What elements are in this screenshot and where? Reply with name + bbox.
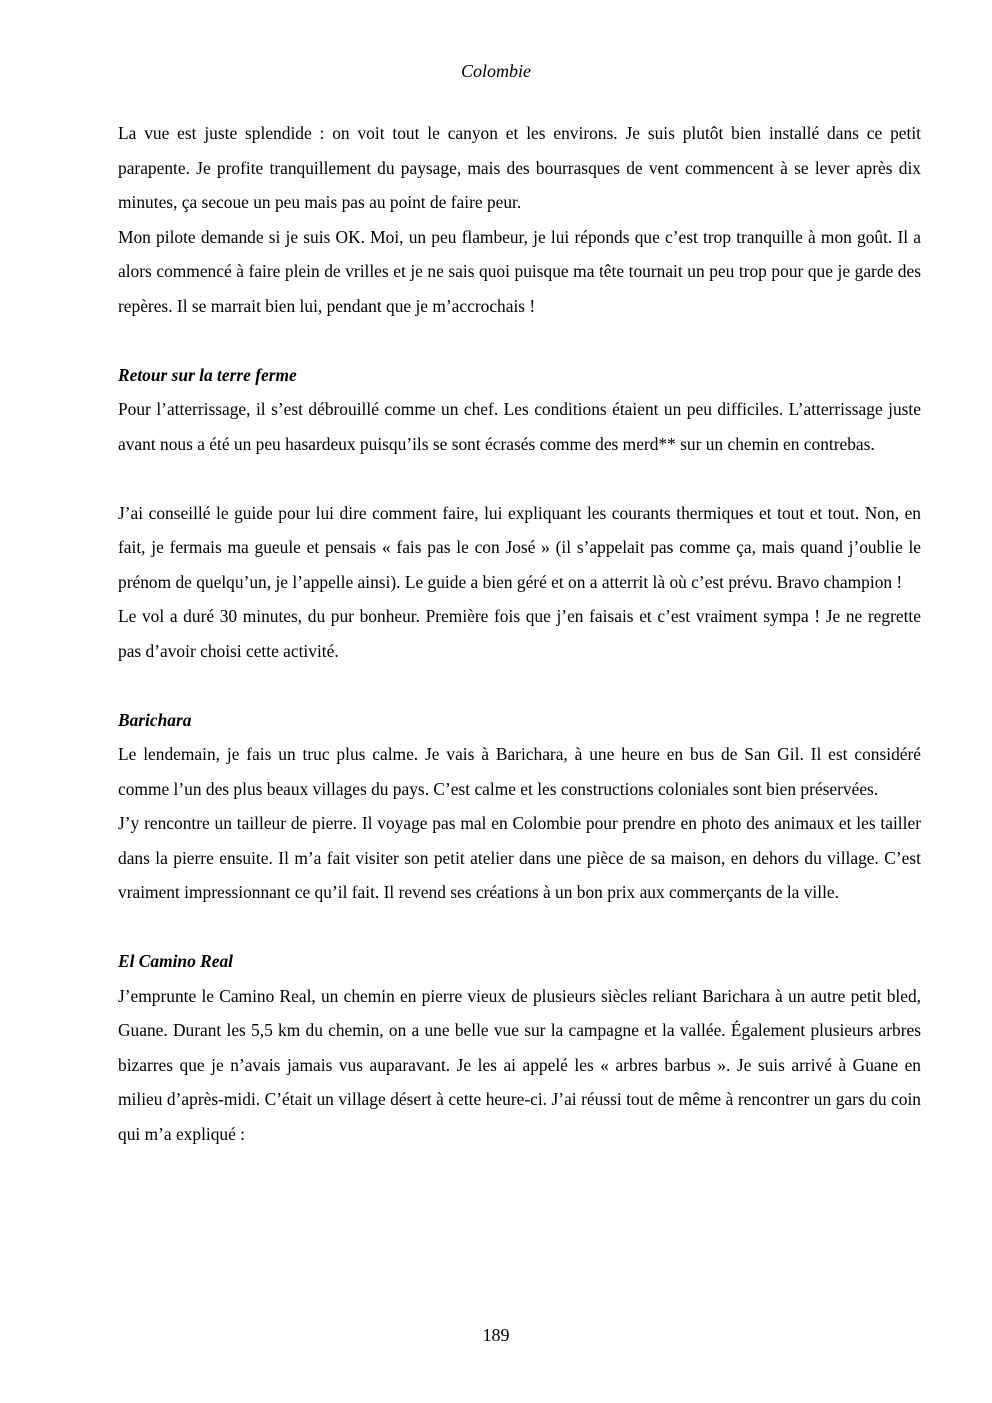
paragraph: Mon pilote demande si je suis OK. Moi, un peu flambeur, je lui réponds que c’est trop tranquille à mon goût. Il a alors commencé à faire plein de vrilles et je ne sais quoi puisque ma tête tournait un peu trop pour que je garde des repères. Il se marrait bien lui, pendant que je m’accrochais !: [118, 226, 921, 316]
paragraph: La vue est juste splendide : on voit tout le canyon et les environs. Je suis plutôt bien installé dans ce petit parapente. Je profite tranquillement du paysage, mais des bourrasques de vent commencent à se lever après dix minutes, ça secoue un peu mais pas au point de faire peur.: [118, 123, 921, 212]
paragraph-gap: [118, 323, 921, 358]
running-header: Colombie: [461, 61, 531, 81]
page-number: 189: [482, 1325, 510, 1345]
paragraph: J’emprunte le Camino Real, un chemin en pierre vieux de plusieurs siècles reliant Barichara à un autre petit bled, Guane. Durant les 5,5 km du chemin, on a une belle vue sur la campagne et la vallée. Également plusieurs arbres bizarres que je n’avais jamais vus auparavant. Je les ai appelé les « arbres barbus ». Je suis arrivé à Guane en milieu d’après-midi. C’était un village désert à cette heure-ci. J’ai réussi tout de même à rencontrer un gars du coin qui m’a expliqué :: [118, 985, 921, 1144]
paragraph: Le vol a duré 30 minutes, du pur bonheur. Première fois que j’en faisais et c’est vraiment sympa ! Je ne regrette pas d’avoir choisi cette activité.: [118, 606, 921, 661]
section-heading: El Camino Real: [118, 951, 233, 971]
paragraph: Pour l’atterrissage, il s’est débrouillé comme un chef. Les conditions étaient un peu difficiles. L’atterrissage juste avant nous a été un peu hasardeux puisqu’ils se sont écrasés comme des merd** sur un chemin en contrebas.: [118, 399, 921, 454]
paragraph: J’ai conseillé le guide pour lui dire comment faire, lui expliquant les courants thermiques et tout et tout. Non, en fait, je fermais ma gueule et pensais « fais pas le con José » (il s’appelait pas comme ça, mais quand j’oublie le prénom de quelqu’un, je l’appelle ainsi). Le guide a bien géré et on a atterrit là où c’est prévu. Bravo champion !: [118, 502, 921, 592]
body-text: [118, 116, 921, 1151]
paragraph-gap: [118, 910, 921, 945]
section-heading: Barichara: [118, 709, 192, 730]
section-heading: Retour sur la terre ferme: [118, 364, 297, 385]
paragraph-gap: [118, 668, 921, 703]
paragraph-gap: [118, 461, 921, 496]
paragraph: J’y rencontre un tailleur de pierre. Il voyage pas mal en Colombie pour prendre en photo des animaux et les tailler dans la pierre ensuite. Il m’a fait visiter son petit atelier dans une pièce de sa maison, en dehors du village. C’est vraiment impressionnant ce qu’il fait. Il revend ses créations à un bon prix aux commerçants de la ville.: [118, 813, 921, 902]
paragraph: Le lendemain, je fais un truc plus calme. Je vais à Barichara, à une heure en bus de San Gil. Il est considéré comme l’un des plus beaux villages du pays. C’est calme et les constructions coloniales sont bien préservées.: [118, 744, 921, 799]
